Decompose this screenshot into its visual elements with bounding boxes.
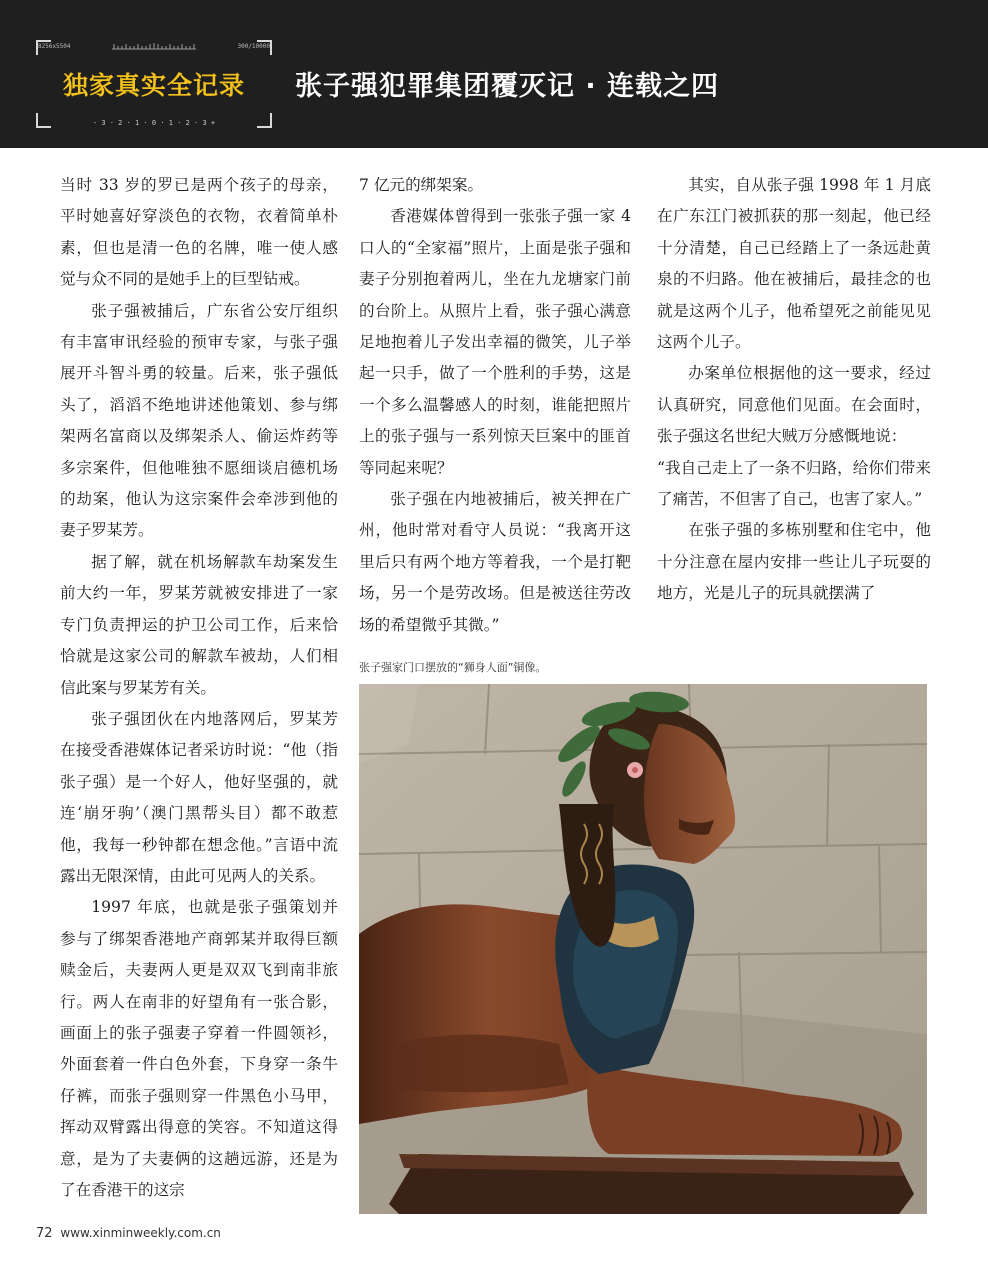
paragraph: 办案单位根据他的这一要求，经过认真研究，同意他们见面。在会面时，张子强这名世纪大贼万分感慨地说： bbox=[657, 364, 931, 446]
paragraph: 张子强被捕后，广东省公安厅组织有丰富审讯经验的预审专家，与张子强展开斗智斗勇的较量。后来，张子强低头了，滔滔不绝地讲述他策划、参与绑架两名富商以及绑架杀人、偷运炸药等多宗案件，但他唯独不愿细谈启德机场的劫案，他认为这宗案件会牵涉到他的妻子罗某芳。 bbox=[60, 301, 338, 540]
text-column-3 bbox=[657, 170, 931, 610]
exposure-scale-icon bbox=[112, 42, 196, 50]
text-column-2 bbox=[359, 170, 631, 641]
paragraph: 香港媒体曾得到一张张子强一家 4 口人的“全家福”照片，上面是张子强和妻子分别抱着两儿，坐在九龙塘家门前的台阶上。从照片上看，张子强心满意足地抱着儿子发出幸福的微笑，儿子举起一只手，做了一个胜利的手势，这是一个多么温馨感人的时刻，谁能把照片上的张子强与一系列惊天巨案中的匪首等同起来呢？ bbox=[359, 207, 631, 477]
page-footer bbox=[36, 1226, 221, 1241]
paragraph: 据了解，就在机场解款车劫案发生前大约一年，罗某芳就被安排进了一家专门负责押运的护卫公司工作，后来恰恰就是这家公司的解款车被劫，人们相信此案与罗某芳有关。 bbox=[60, 552, 338, 697]
website-url: www.xinminweekly.com.cn bbox=[60, 1226, 221, 1240]
page-number: 72 bbox=[36, 1226, 53, 1241]
text-column-1 bbox=[60, 170, 338, 1206]
sphinx-statue-photo bbox=[359, 684, 927, 1214]
exposure-scale-label: - 3 · 2 · 1 · 0 · 1 · 2 · 3 + bbox=[92, 119, 216, 127]
paragraph: 7 亿元的绑架案。 bbox=[359, 176, 484, 194]
hud-counter: 300/10000 bbox=[237, 43, 270, 50]
quote-paragraph: “我自己走上了一条不归路，给你们带来了痛苦，不但害了自己，也害了家人。” bbox=[657, 458, 931, 509]
header-banner bbox=[0, 0, 988, 148]
series-badge: 独家真实全记录 bbox=[62, 71, 245, 100]
hud-resolution: 8256x5504 bbox=[38, 43, 71, 50]
paragraph: 1997 年底，也就是张子强策划并参与了绑架香港地产商郭某并取得巨额赎金后，夫妻两人更是双双飞到南非旅行。两人在南非的好望角有一张合影，画面上的张子强妻子穿着一件圆领衫，外面套着一件白色外套，下身穿一条牛仔裤，而张子强则穿一件黑色小马甲，挥动双臂露出得意的笑容。不知道这得意，是为了夫妻俩的这趟远游，还是为了在香港干的这宗 bbox=[60, 898, 338, 1199]
paragraph: 在张子强的多栋别墅和住宅中，他十分注意在屋内安排一些让儿子玩耍的地方，光是儿子的玩具就摆满了 bbox=[657, 521, 931, 603]
photo-caption: 张子强家门口摆放的“狮身人面”铜像。 bbox=[359, 661, 547, 674]
camera-hud-frame bbox=[36, 40, 272, 128]
paragraph: 张子强团伙在内地落网后，罗某芳在接受香港媒体记者采访时说：“他（指张子强）是一个好人，他好坚强的，就连‘崩牙驹’（澳门黑帮头目）都不敢惹他，我每一秒钟都在想念他。”言语中流露出无限深情，由此可见两人的关系。 bbox=[60, 709, 338, 885]
paragraph: 其实，自从张子强 1998 年 1 月底在广东江门被抓获的那一刻起，他已经十分清楚，自己已经踏上了一条远赴黄泉的不归路。他在被捕后，最挂念的也就是这两个儿子，他希望死之前能见见这两个儿子。 bbox=[657, 176, 931, 352]
paragraph: 当时 33 岁的罗已是两个孩子的母亲，平时她喜好穿淡色的衣物，衣着简单朴素，但也是清一色的名牌，唯一使人感觉与众不同的是她手上的巨型钻戒。 bbox=[60, 176, 338, 289]
sphinx-statue-image bbox=[359, 684, 927, 1214]
paragraph: 张子强在内地被捕后，被关押在广州，他时常对看守人员说：“我离开这里后只有两个地方等着我，一个是打靶场，另一个是劳改场。但是被送往劳改场的希望微乎其微。” bbox=[359, 490, 631, 634]
series-title: 张子强犯罪集团覆灭记 · 连载之四 bbox=[295, 71, 720, 102]
